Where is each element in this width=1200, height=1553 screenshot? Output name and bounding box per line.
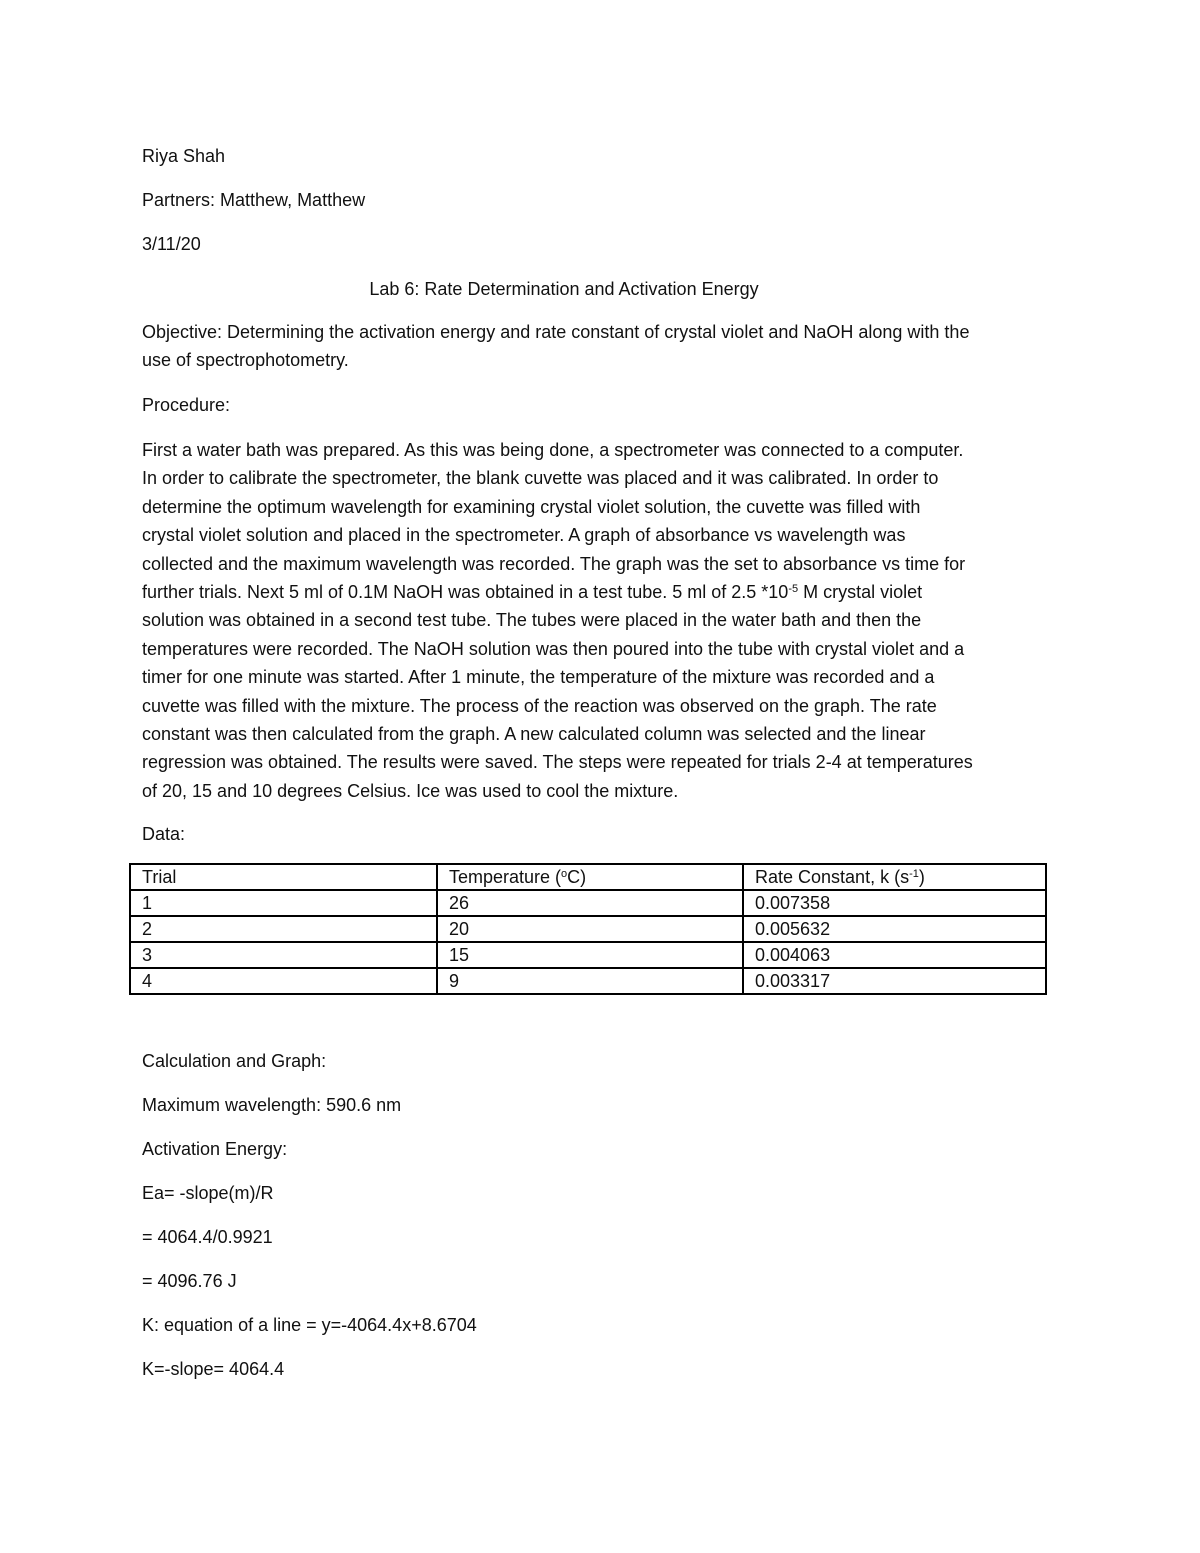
objective-paragraph	[142, 318, 1058, 375]
cell-trial: 1	[130, 890, 437, 916]
table-row	[130, 916, 1046, 942]
cell-trial: 3	[130, 942, 437, 968]
table-row	[130, 890, 1046, 916]
header-text: C)	[567, 867, 587, 887]
equation-line: Ea= -slope(m)/R	[142, 1183, 274, 1203]
partners-line: Partners: Matthew, Matthew	[142, 190, 366, 210]
objective-text-line: use of spectrophotometry.	[142, 350, 349, 371]
procedure-line-part: M crystal violet	[798, 582, 923, 603]
procedure-line: temperatures were recorded. The NaOH solution was then poured into the tube with crystal violet and a	[142, 638, 965, 659]
procedure-line: First a water bath was prepared. As this was being done, a spectrometer was connected to a computer.	[142, 440, 964, 460]
data-table	[129, 863, 1047, 995]
cell-temperature: 26	[437, 890, 743, 916]
procedure-line: solution was obtained in a second test tube. The tubes were placed in the water bath and then the	[142, 610, 922, 631]
cell-rate-constant: 0.005632	[743, 916, 1046, 942]
cell-rate-constant: 0.004063	[743, 942, 1046, 968]
data-heading: Data:	[142, 824, 186, 844]
objective-label: Objective:	[142, 322, 223, 342]
procedure-line: collected and the maximum wavelength was recorded. The graph was the set to absorbance vs time for	[142, 553, 966, 574]
cell-rate-constant: 0.003317	[743, 968, 1046, 994]
equation-line: K=-slope= 4064.4	[142, 1359, 285, 1379]
author-name: Riya Shah	[142, 146, 226, 166]
cell-trial: 2	[130, 916, 437, 942]
document-title: Lab 6: Rate Determination and Activation Energy	[369, 279, 759, 299]
cell-temperature: 20	[437, 916, 743, 942]
exponent-superscript: -5	[788, 583, 799, 596]
cell-rate-constant: 0.007358	[743, 890, 1046, 916]
header-text: Temperature (	[449, 867, 562, 887]
calculation-heading: Calculation and Graph:	[142, 1051, 327, 1071]
equation-line: K: equation of a line = y=-4064.4x+8.6704	[142, 1315, 477, 1335]
procedure-line: constant was then calculated from the graph. A new calculated column was selected and the linear	[142, 724, 926, 745]
procedure-paragraph	[142, 436, 1058, 805]
procedure-line: crystal violet solution and placed in the spectrometer. A graph of absorbance vs wavelength was	[142, 525, 906, 546]
max-wavelength-line: Maximum wavelength: 590.6 nm	[142, 1095, 402, 1115]
procedure-line	[142, 578, 1058, 606]
procedure-line: regression was obtained. The results were saved. The steps were repeated for trials 2-4 at temperatures	[142, 752, 973, 773]
activation-energy-heading: Activation Energy:	[142, 1139, 288, 1159]
procedure-line-part: further trials. Next 5 ml of 0.1M NaOH was obtained in a test tube. 5 ml of 2.5 *10	[142, 582, 789, 603]
procedure-line: In order to calibrate the spectrometer, the blank cuvette was placed and it was calibrated. In order to	[142, 468, 939, 489]
header-cell-trial: Trial	[130, 864, 437, 890]
cell-temperature: 9	[437, 968, 743, 994]
equation-line: = 4096.76 J	[142, 1271, 237, 1291]
procedure-line: of 20, 15 and 10 degrees Celsius. Ice was used to cool the mixture.	[142, 780, 679, 801]
cell-trial: 4	[130, 968, 437, 994]
header-cell-rate-constant	[743, 864, 1046, 890]
header-cell-temperature	[437, 864, 743, 890]
objective-text-line: Determining the activation energy and rate constant of crystal violet and NaOH along with the	[222, 322, 970, 342]
table-header-row	[130, 864, 1046, 890]
procedure-line: determine the optimum wavelength for examining crystal violet solution, the cuvette was filled with	[142, 496, 921, 517]
unit-superscript: -1	[909, 868, 919, 880]
header-text: )	[918, 867, 925, 887]
table-row	[130, 968, 1046, 994]
procedure-line: timer for one minute was started. After 1 minute, the temperature of the mixture was recorded and a	[142, 667, 935, 688]
degree-superscript: o	[561, 868, 568, 880]
date-line: 3/11/20	[142, 234, 201, 254]
header-text: Rate Constant, k (s	[755, 867, 910, 887]
procedure-heading: Procedure:	[142, 395, 231, 415]
procedure-line: cuvette was filled with the mixture. The process of the reaction was observed on the graph. The rate	[142, 695, 937, 716]
equation-line: = 4064.4/0.9921	[142, 1227, 273, 1247]
cell-temperature: 15	[437, 942, 743, 968]
table-row	[130, 942, 1046, 968]
